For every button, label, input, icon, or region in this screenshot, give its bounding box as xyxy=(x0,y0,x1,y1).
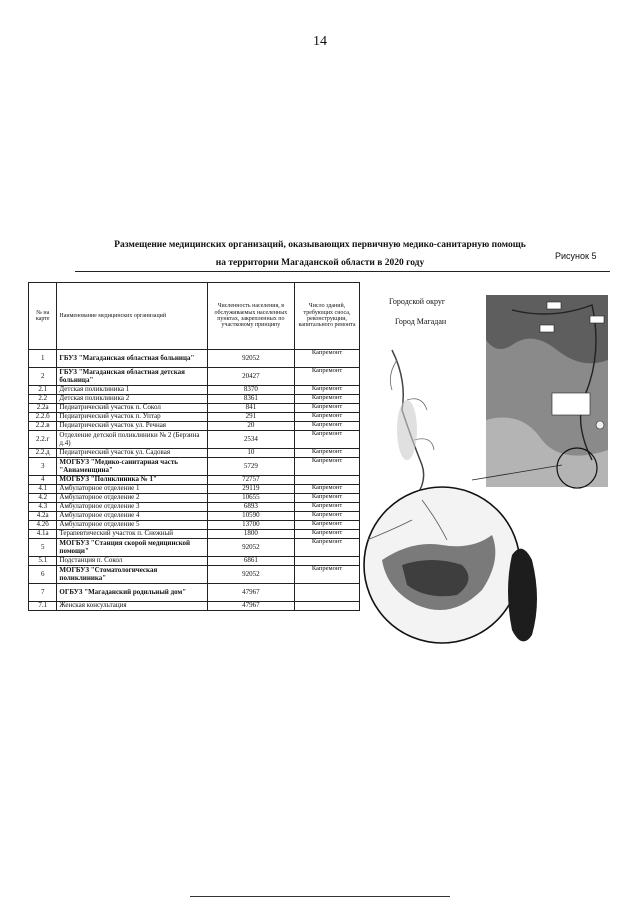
cell-name: Амбулаторное отделение 2 xyxy=(57,494,207,503)
cell-name: Амбулаторное отделение 5 xyxy=(57,521,207,530)
cell-repair: Капремонт xyxy=(295,422,360,431)
page-footer-rule xyxy=(190,896,450,897)
page-number: 14 xyxy=(313,34,327,49)
cell-name: Амбулаторное отделение 1 xyxy=(57,485,207,494)
cell-population: 291 xyxy=(207,413,294,422)
table-row xyxy=(29,521,360,530)
cell-population: 2534 xyxy=(207,431,294,449)
table-body xyxy=(29,350,360,611)
cell-population: 29119 xyxy=(207,485,294,494)
figure-title-line1: Размещение медицинских организаций, оказывающих первичную медико-санитарную помощь xyxy=(114,240,526,250)
cell-num: 4.3 xyxy=(29,503,57,512)
cell-repair: Капремонт xyxy=(295,503,360,512)
cell-num: 4.2 xyxy=(29,494,57,503)
table-row xyxy=(29,584,360,602)
header-population: Численность населения, в обслуживаемых населенных пунктах, закрепленных по участковому принципу xyxy=(207,283,294,350)
cell-name: Подстанция п. Сокол xyxy=(57,557,207,566)
cell-name: Педиатрический участок п. Сокол xyxy=(57,404,207,413)
cell-population: 92052 xyxy=(207,350,294,368)
table-row xyxy=(29,557,360,566)
cell-name: ГБУЗ "Магаданская областная детская больница" xyxy=(57,368,207,386)
magadan-map xyxy=(362,290,612,660)
cell-num: 6 xyxy=(29,566,57,584)
cell-num: 4.1а xyxy=(29,530,57,539)
table-row xyxy=(29,566,360,584)
cell-name: МОГБУЗ "Станция скорой медицинской помощи" xyxy=(57,539,207,557)
table-row xyxy=(29,494,360,503)
cell-repair: Капремонт xyxy=(295,350,360,368)
cell-population: 6861 xyxy=(207,557,294,566)
cell-population: 13700 xyxy=(207,521,294,530)
table-row xyxy=(29,485,360,494)
cell-name: Детская поликлиника 1 xyxy=(57,386,207,395)
cell-repair: Капремонт xyxy=(295,431,360,449)
cell-name: Педиатрический участок ул. Речная xyxy=(57,422,207,431)
table-row xyxy=(29,503,360,512)
cell-name: МОГБУЗ "Медико-санитарная часть "Авиаменщина" xyxy=(57,458,207,476)
cell-population: 20427 xyxy=(207,368,294,386)
cell-num: 3 xyxy=(29,458,57,476)
cell-num: 7.1 xyxy=(29,602,57,611)
cell-name: МОГБУЗ "Стоматологическая поликлиника" xyxy=(57,566,207,584)
cell-num: 1 xyxy=(29,350,57,368)
cell-name: Детская поликлиника 2 xyxy=(57,395,207,404)
cell-population: 841 xyxy=(207,404,294,413)
cell-repair: Капремонт xyxy=(295,413,360,422)
cell-repair: Капремонт xyxy=(295,404,360,413)
cell-num: 4 xyxy=(29,476,57,485)
header-repairs: Число зданий, требующих сноса, реконструкции, капитального ремонта xyxy=(295,283,360,350)
title-underline xyxy=(75,271,610,272)
table-row xyxy=(29,395,360,404)
cell-repair: Капремонт xyxy=(295,566,360,584)
figure-label: Рисунок 5 xyxy=(555,251,597,261)
cell-population: 1800 xyxy=(207,530,294,539)
cell-repair: Капремонт xyxy=(295,458,360,476)
table-row xyxy=(29,530,360,539)
cell-num: 2.2 xyxy=(29,395,57,404)
cell-repair: Капремонт xyxy=(295,395,360,404)
cell-repair: Капремонт xyxy=(295,449,360,458)
cell-num: 2.1 xyxy=(29,386,57,395)
cell-num: 7 xyxy=(29,584,57,602)
cell-repair: Капремонт xyxy=(295,485,360,494)
table-row xyxy=(29,539,360,557)
table-row xyxy=(29,431,360,449)
cell-population: 92052 xyxy=(207,566,294,584)
cell-repair: Капремонт xyxy=(295,386,360,395)
cell-name: Амбулаторное отделение 3 xyxy=(57,503,207,512)
cell-num: 4.1 xyxy=(29,485,57,494)
cell-repair: Капремонт xyxy=(295,539,360,557)
table-row xyxy=(29,602,360,611)
table-row xyxy=(29,386,360,395)
cell-name: Терапевтический участок п. Снежный xyxy=(57,530,207,539)
cell-repair xyxy=(295,584,360,602)
cell-num: 4.2а xyxy=(29,512,57,521)
table-row xyxy=(29,368,360,386)
cell-repair: Капремонт xyxy=(295,512,360,521)
cell-name: Педиатрический участок п. Уптар xyxy=(57,413,207,422)
cell-num: 2 xyxy=(29,368,57,386)
map-label-city: Город Магадан xyxy=(395,317,447,326)
cell-name: Амбулаторное отделение 4 xyxy=(57,512,207,521)
cell-repair: Капремонт xyxy=(295,368,360,386)
table-row xyxy=(29,512,360,521)
table-row xyxy=(29,449,360,458)
cell-population: 47967 xyxy=(207,584,294,602)
cell-repair: Капремонт xyxy=(295,530,360,539)
cell-population: 10 xyxy=(207,449,294,458)
table-row xyxy=(29,476,360,485)
cell-name: Педиатрический участок ул. Садовая xyxy=(57,449,207,458)
cell-population: 20 xyxy=(207,422,294,431)
header-num: № на карте xyxy=(29,283,57,350)
cell-population: 5729 xyxy=(207,458,294,476)
cell-name: ГБУЗ "Магаданская областная больница" xyxy=(57,350,207,368)
cell-name: Отделение детской поликлиники № 2 (Берзина д.4) xyxy=(57,431,207,449)
table-row xyxy=(29,413,360,422)
cell-num: 5 xyxy=(29,539,57,557)
cell-num: 2.2а xyxy=(29,404,57,413)
cell-population: 92052 xyxy=(207,539,294,557)
cell-name: МОГБУЗ "Поликлиника № 1" xyxy=(57,476,207,485)
header-name: Наименование медицинских организаций xyxy=(57,283,207,350)
cell-name: Женская консультация xyxy=(57,602,207,611)
cell-repair xyxy=(295,602,360,611)
cell-population: 72757 xyxy=(207,476,294,485)
cell-population: 8370 xyxy=(207,386,294,395)
cell-population: 10590 xyxy=(207,512,294,521)
cell-num: 2.2.б xyxy=(29,413,57,422)
cell-name: ОГБУЗ "Магаданский родильный дом" xyxy=(57,584,207,602)
coastal-landmass xyxy=(508,549,537,642)
table-header-row xyxy=(29,283,360,350)
cell-population: 47967 xyxy=(207,602,294,611)
cell-population: 8361 xyxy=(207,395,294,404)
map-label-district: Городской округ xyxy=(389,297,446,306)
cell-population: 6893 xyxy=(207,503,294,512)
cell-repair: Капремонт xyxy=(295,494,360,503)
table-row xyxy=(29,350,360,368)
inset-satellite-map xyxy=(486,295,608,488)
medical-organizations-table xyxy=(28,282,360,611)
cell-num: 2.2.в xyxy=(29,422,57,431)
cell-population: 10655 xyxy=(207,494,294,503)
cell-num: 2.2.г xyxy=(29,431,57,449)
cell-num: 2.2.д xyxy=(29,449,57,458)
figure-title-line2: на территории Магаданской области в 2020 году xyxy=(215,258,425,268)
table-row xyxy=(29,422,360,431)
cell-num: 5.1 xyxy=(29,557,57,566)
city-zoom-circle xyxy=(364,487,520,643)
cell-num: 4.2б xyxy=(29,521,57,530)
table-row xyxy=(29,404,360,413)
table-row xyxy=(29,458,360,476)
cell-repair: Капремонт xyxy=(295,521,360,530)
